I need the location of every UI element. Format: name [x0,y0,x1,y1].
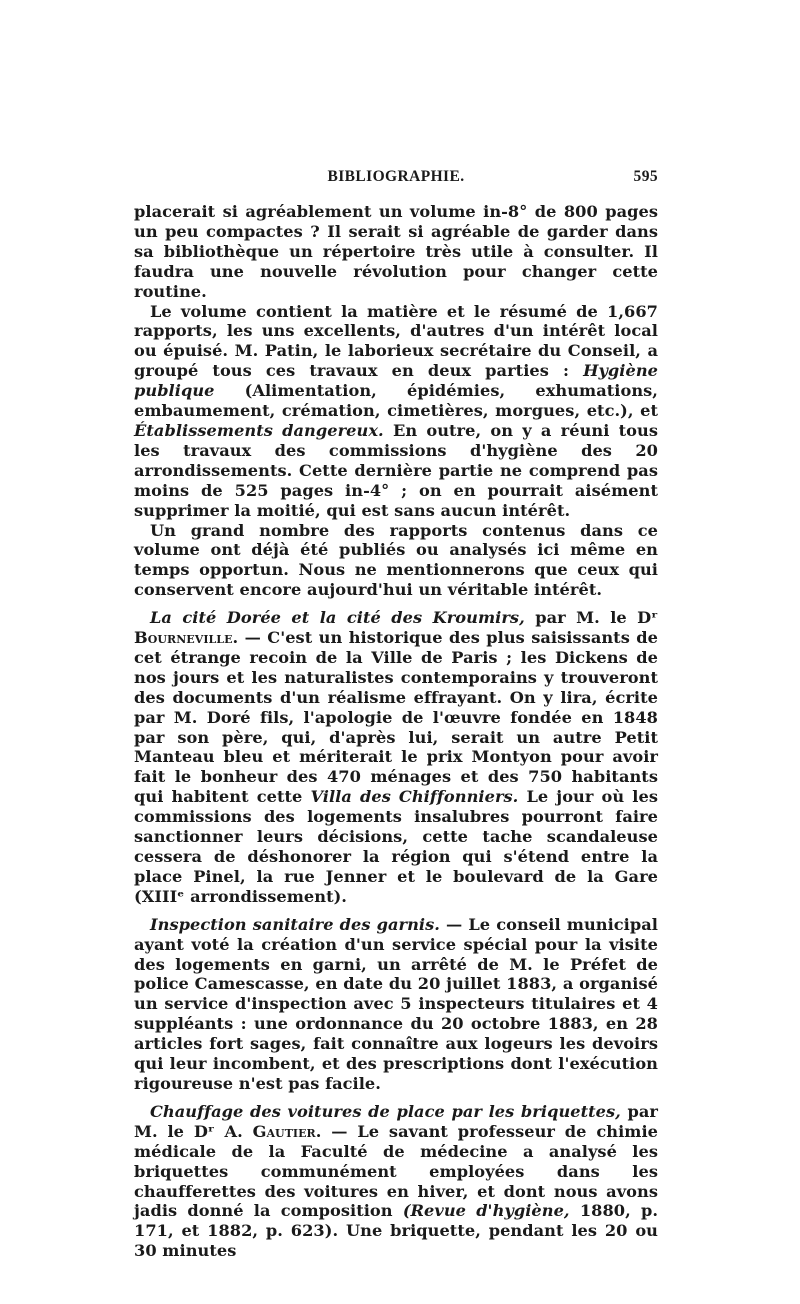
italic-title: Établissements dangereux. [134,420,384,440]
paragraph-text: Le volume contient la matière et le résumé de 1,667 rapports, les uns excellents, d'autres d'un intérêt local ou épuisé. M. Patin, le laborieux secrétaire du Conseil, a groupé tous ces travaux en deux parties : [134,301,658,381]
paragraph-text: par M. le Dʳ A. [134,1101,658,1141]
running-title: BIBLIOGRAPHIE. [327,168,465,185]
page-number: 595 [633,168,658,185]
paragraph-text: (Alimentation, épidémies, exhumations, embaumement, crémation, cimetières, morgues, etc.), et [134,381,658,421]
italic-title: (Revue d'hygiène, [402,1201,570,1221]
author-name: Bourneville. [134,628,239,648]
page-header [134,168,658,192]
entry-inspection-garnis [134,915,658,1094]
section-gap [134,907,658,915]
entry-title: La cité Dorée et la cité des Kroumirs, [150,608,525,628]
italic-title: Hygiène publique [134,361,658,401]
book-page [134,168,658,1261]
entry-chauffage-voitures [134,1102,658,1261]
section-gap [134,1094,658,1102]
section-gap [134,600,658,608]
paragraph-text: — Le conseil municipal ayant voté la création d'un service spécial pour la visite des logements en garni, un arrêté de M. le Préfet de police Camescasse, en date du 20 juillet 1883, a organisé un service d'inspection avec 5 inspecteurs titulaires et 4 suppléants : une ordonnance du 20 octobre 1883, en 28 articles fort sages, fait connaître aux logeurs les devoirs qui leur incombent, et des prescriptions dont l'exécution rigoureuse n'est pas facile. [134,914,658,1093]
paragraph-text: 1880, p. 171, et 1882, p. 623). Une briquette, pendant les 20 ou 30 minutes [134,1201,659,1261]
italic-title: Villa des Chiffonniers. [310,787,519,807]
entry-title: Chauffage des voitures de place par les briquettes, [150,1101,621,1121]
paragraph-text: — C'est un historique des plus saisissants de cet étrange recoin de la Ville de Paris ; les Dickens de nos jours et les naturalistes contemporains y trouveront des documents d'un réalisme effrayant. On y lira, écrite par M. Doré fils, l'apologie de l'œuvre fondée en 1848 par son père, qui, d'après lui, serait un autre Petit Manteau bleu et mériterait le prix Montyon pour avoir fait le bonheur des 470 ménages et des 750 habitants qui habitent cette [134,628,658,807]
paragraph-volume-contents [134,302,658,521]
paragraph-text: — Le savant professeur de chimie médicale de la Faculté de médecine a analysé les briquettes communément employées dans les chaufferettes des voitures en hiver, et dont nous avons jadis donné la composition [134,1121,658,1221]
paragraph-reports [134,521,658,601]
paragraph-text: Le jour où les commissions des logements insalubres pourront faire sanctionner leurs décisions, cette tache scandaleuse cessera de déshonorer la région qui s'étend entre la place Pinel, la rue Jenner et le boulevard de la Gare (XIIIᵉ arrondissement). [134,787,658,906]
paragraph-text: par M. le Dʳ [524,608,658,628]
paragraph-text: Un grand nombre des rapports contenus dans ce volume ont déjà été publiés ou analysés ici même en temps opportun. Nous ne mentionnerons que ceux qui conservent encore aujourd'hui un véritable intérêt. [134,520,658,600]
author-name: Gautier. [252,1121,322,1141]
paragraph-continuation [134,202,658,302]
paragraph-text: placerait si agréablement un volume in-8° de 800 pages un peu compactes ? Il serait si agréable de garder dans sa bibliothèque un répertoire très utile à consulter. Il faudra une nouvelle révolution pour changer cette routine. [134,202,658,301]
entry-title: Inspection sanitaire des garnis. [150,914,440,934]
paragraph-text: En outre, on y a réuni tous les travaux des commissions d'hygiène des 20 arrondissements. Cette dernière partie ne comprend pas moins de 525 pages in-4° ; on en pourrait aisément supprimer la moitié, qui est sans aucun intérêt. [134,420,658,520]
entry-cite-doree [134,608,658,907]
